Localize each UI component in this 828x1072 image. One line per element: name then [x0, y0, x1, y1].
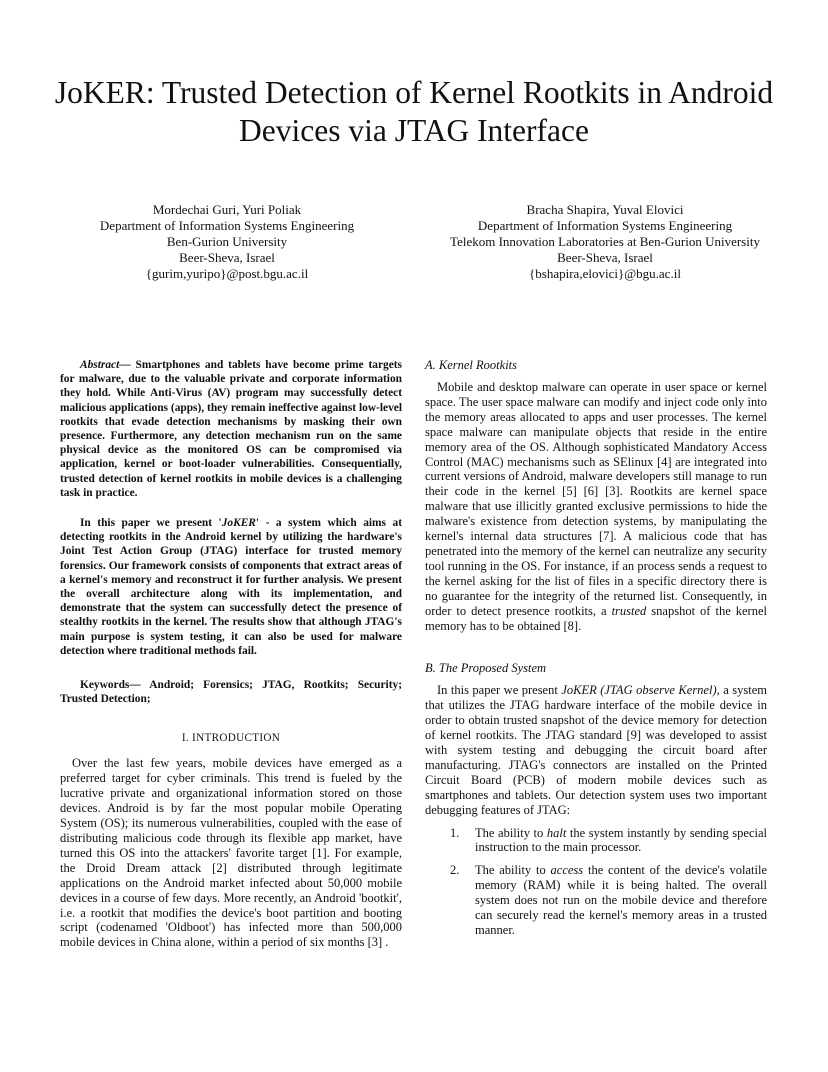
proposed-system-paragraph	[425, 683, 767, 817]
introduction-paragraph: Over the last few years, mobile devices have emerged as a preferred target for cyber criminals. This trend is fueled by the lucrative private and organizational information stored on those devices. Android is by far the most popular mobile Operating System (OS); its numerous vulnerabilities, coupled with the ease of distributing malicious code through its flexible app market, have turned this OS into the attackers' favorite target [1]. For example, the Droid Dream attack [2] distributed through legitimate applications on the Android market infected about 50,000 mobile devices in a course of few days. More recently, an Android 'bootkit', i.e. a rootkit that modifies the device's boot partition and booting script (codenamed 'Oldboot') has infected more than 500,000 mobile devices in China alone, within a period of six months [3] .	[60, 756, 402, 950]
list-item-number: 2.	[450, 863, 460, 878]
list-item-number: 1.	[450, 825, 460, 840]
paragraph-text-part: , a system that utilizes the JTAG hardware interface of the mobile device in order to obtain trusted snapshot of the device memory for detection of kernel rootkits. The JTAG standard [9] was developed to assist with system testing and debugging the circuit board after manufacturing. JTAG's connectors are installed on the Printed Circuit Board (PCB) of modern mobile devices such as smartphones and tablets. Our detection system uses two important debugging features of JTAG:	[425, 683, 767, 817]
author-block-1	[60, 202, 394, 282]
list-text-part: The ability to	[475, 863, 551, 878]
author-department: Department of Information Systems Engineering	[477, 218, 733, 233]
abstract-paragraph-2	[60, 516, 402, 658]
paper-title: JoKER: Trusted Detection of Kernel Rootkits in Android Devices via JTAG Interface	[54, 75, 774, 148]
abstract-paragraph-1	[60, 358, 402, 500]
author-department: Department of Information Systems Engineering	[99, 218, 355, 233]
keywords: Keywords— Android; Forensics; JTAG, Rootkits; Security; Trusted Detection;	[60, 679, 402, 706]
author-email: {bshapira,elovici}@bgu.ac.il	[529, 266, 681, 281]
system-name: JoKER	[221, 517, 256, 530]
paragraph-text-part: Mobile and desktop malware can operate in user space or kernel space. The user space malware can modify and inject code only into the memory areas allocated to apps and user processes. The kernel space malware can manipulate objects that reside in the entire memory area of the OS. Although sophisticated Mandatory Access Control (MAC) mechanisms such as SElinux [4] are integrated into current versions of Android, malware developers still manage to run their code in the kernel [5] [6] [3]. Rootkits are kernel space malware that use illicitly granted exclusive permissions to hide the malware's existence from detection systems, by manipulating the kernel's internal data structures [7]. A malicious code that has penetrated into the memory of the kernel can neutralize any security tool running in the OS. For instance, if an process sends a request to the kernel asking for the list of files in a specific directory there is no guarantee for the integrity of the returned list. Consequently, in order to detect presence rootkits, a	[425, 380, 767, 618]
list-text-part: the system instantly by sending special instruction to the main processor.	[475, 825, 767, 855]
abstract-label: Abstract	[80, 359, 120, 371]
list-item	[425, 826, 767, 856]
feature-list	[425, 826, 767, 938]
subsection-heading-kernel-rootkits: A. Kernel Rootkits	[425, 358, 517, 372]
abstract-text-part: ' - a system which aims at detecting rootkits in the Android kernel by utilizing the hardware's Joint Test Action Group (JTAG) interface for trusted memory forensics. Our framework consists of components that extract areas of a kernel's memory and reconstruct it for further analysis. We present the overall architecture along with its implementation, and demonstrate that the system can successfully detect the presence of stealthy rootkits in the kernel. The results show that although JTAG's main purpose is system testing, it can also be used for malware detection where traditional methods fail.	[60, 517, 402, 657]
paragraph-text-part: snapshot of the kernel memory has to be obtained [8].	[425, 603, 767, 633]
abstract-text-part: In this paper we present '	[80, 517, 222, 530]
abstract-dash: —	[119, 359, 136, 371]
emphasis-text: trusted	[611, 603, 647, 618]
list-item	[425, 863, 767, 938]
author-city: Beer-Sheva, Israel	[557, 250, 653, 265]
right-column	[425, 358, 767, 946]
author-block-2	[430, 202, 780, 282]
author-city: Beer-Sheva, Israel	[179, 250, 275, 265]
section-heading-introduction: I. INTRODUCTION	[181, 732, 281, 745]
kernel-rootkits-paragraph	[425, 380, 767, 633]
author-organization: Telekom Innovation Laboratories at Ben-Gurion University	[450, 234, 760, 249]
author-organization: Ben-Gurion University	[166, 234, 288, 249]
abstract-text: Smartphones and tablets have become prime targets for malware, due to the valuable private and corporate information they hold. While Anti-Virus (AV) program may successfully detect malicious applications (apps), they remain ineffective against low-level rootkits that evade detection mechanisms by masking their own presence. Furthermore, any detection mechanism run on the same physical device as the monitored OS can be compromised via application, kernel or boot-loader vulnerabilities. Consequentially, trusted detection of kernel rootkits in mobile devices is a challenging task in practice.	[60, 359, 402, 499]
author-names: Bracha Shapira, Yuval Elovici	[526, 202, 684, 217]
author-names: Mordechai Guri, Yuri Poliak	[152, 202, 302, 217]
emphasis-text: JoKER (JTAG observe Kernel)	[561, 683, 717, 698]
list-item-text	[475, 863, 767, 938]
paragraph-text-part: In this paper we present	[437, 683, 562, 698]
left-column	[60, 358, 402, 950]
list-text-part: the content of the device's volatile memory (RAM) while it is being halted. The overall system does not run on the mobile device and therefore can securely read the kernel's memory areas in a trusted manner.	[475, 863, 767, 937]
emphasis-text: halt	[546, 825, 567, 840]
list-text-part: The ability to	[475, 825, 547, 840]
list-item-text	[475, 826, 767, 856]
subsection-heading-proposed-system: B. The Proposed System	[425, 661, 547, 676]
emphasis-text: access	[550, 863, 584, 878]
author-email: {gurim,yuripo}@post.bgu.ac.il	[145, 266, 309, 281]
